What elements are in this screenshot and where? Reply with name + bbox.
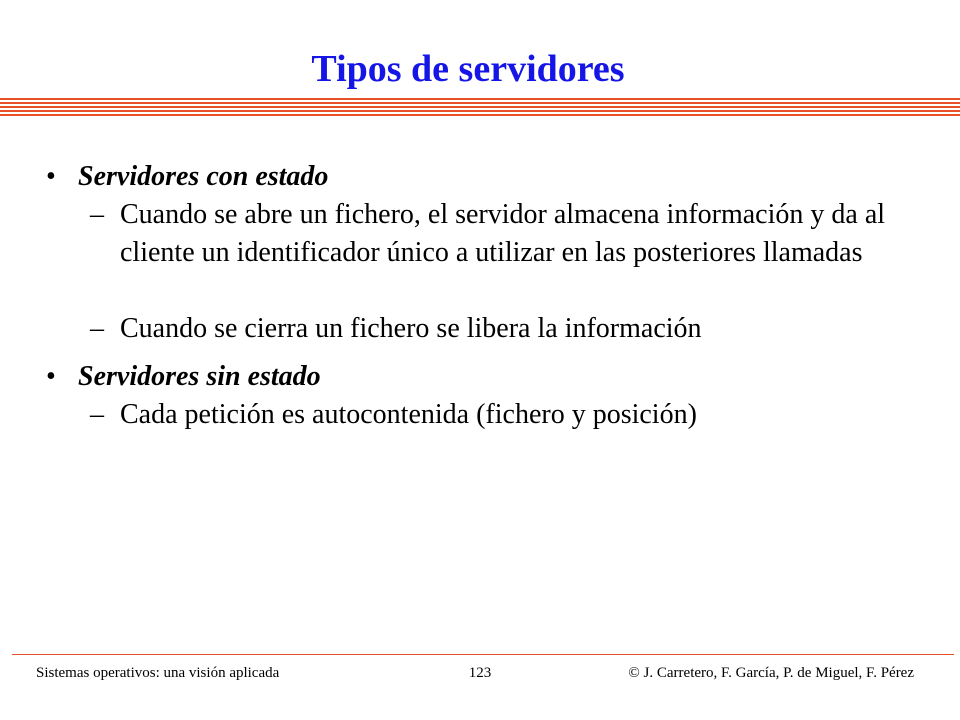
- footer-book-title: Sistemas operativos: una visión aplicada: [36, 665, 280, 681]
- bullet-marker: •: [46, 161, 56, 192]
- subitem-text: Cada petición es autocontenida (fichero y posición): [120, 399, 697, 430]
- subitem-marker: –: [90, 399, 104, 430]
- title-underline-rule: [0, 96, 960, 118]
- bullet-marker: •: [46, 361, 56, 392]
- subitem-marker: –: [90, 313, 104, 344]
- footer-authors: © J. Carretero, F. García, P. de Miguel, F. Pérez: [628, 665, 914, 681]
- subitem-text: Cuando se abre un fichero, el servidor almacena información y da al cliente un identificador único a utilizar en las posteriores llamadas: [120, 199, 886, 268]
- subitem-marker: –: [90, 199, 104, 230]
- footer-rule: [12, 654, 954, 655]
- subitem-text: Cuando se cierra un fichero se libera la información: [120, 313, 702, 344]
- slide-title: Tipos de servidores: [311, 48, 625, 90]
- bullet-label-stateless-servers: Servidores sin estado: [78, 361, 321, 392]
- bullet-label-stateful-servers: Servidores con estado: [78, 161, 329, 192]
- footer-page-number: 123: [468, 665, 492, 681]
